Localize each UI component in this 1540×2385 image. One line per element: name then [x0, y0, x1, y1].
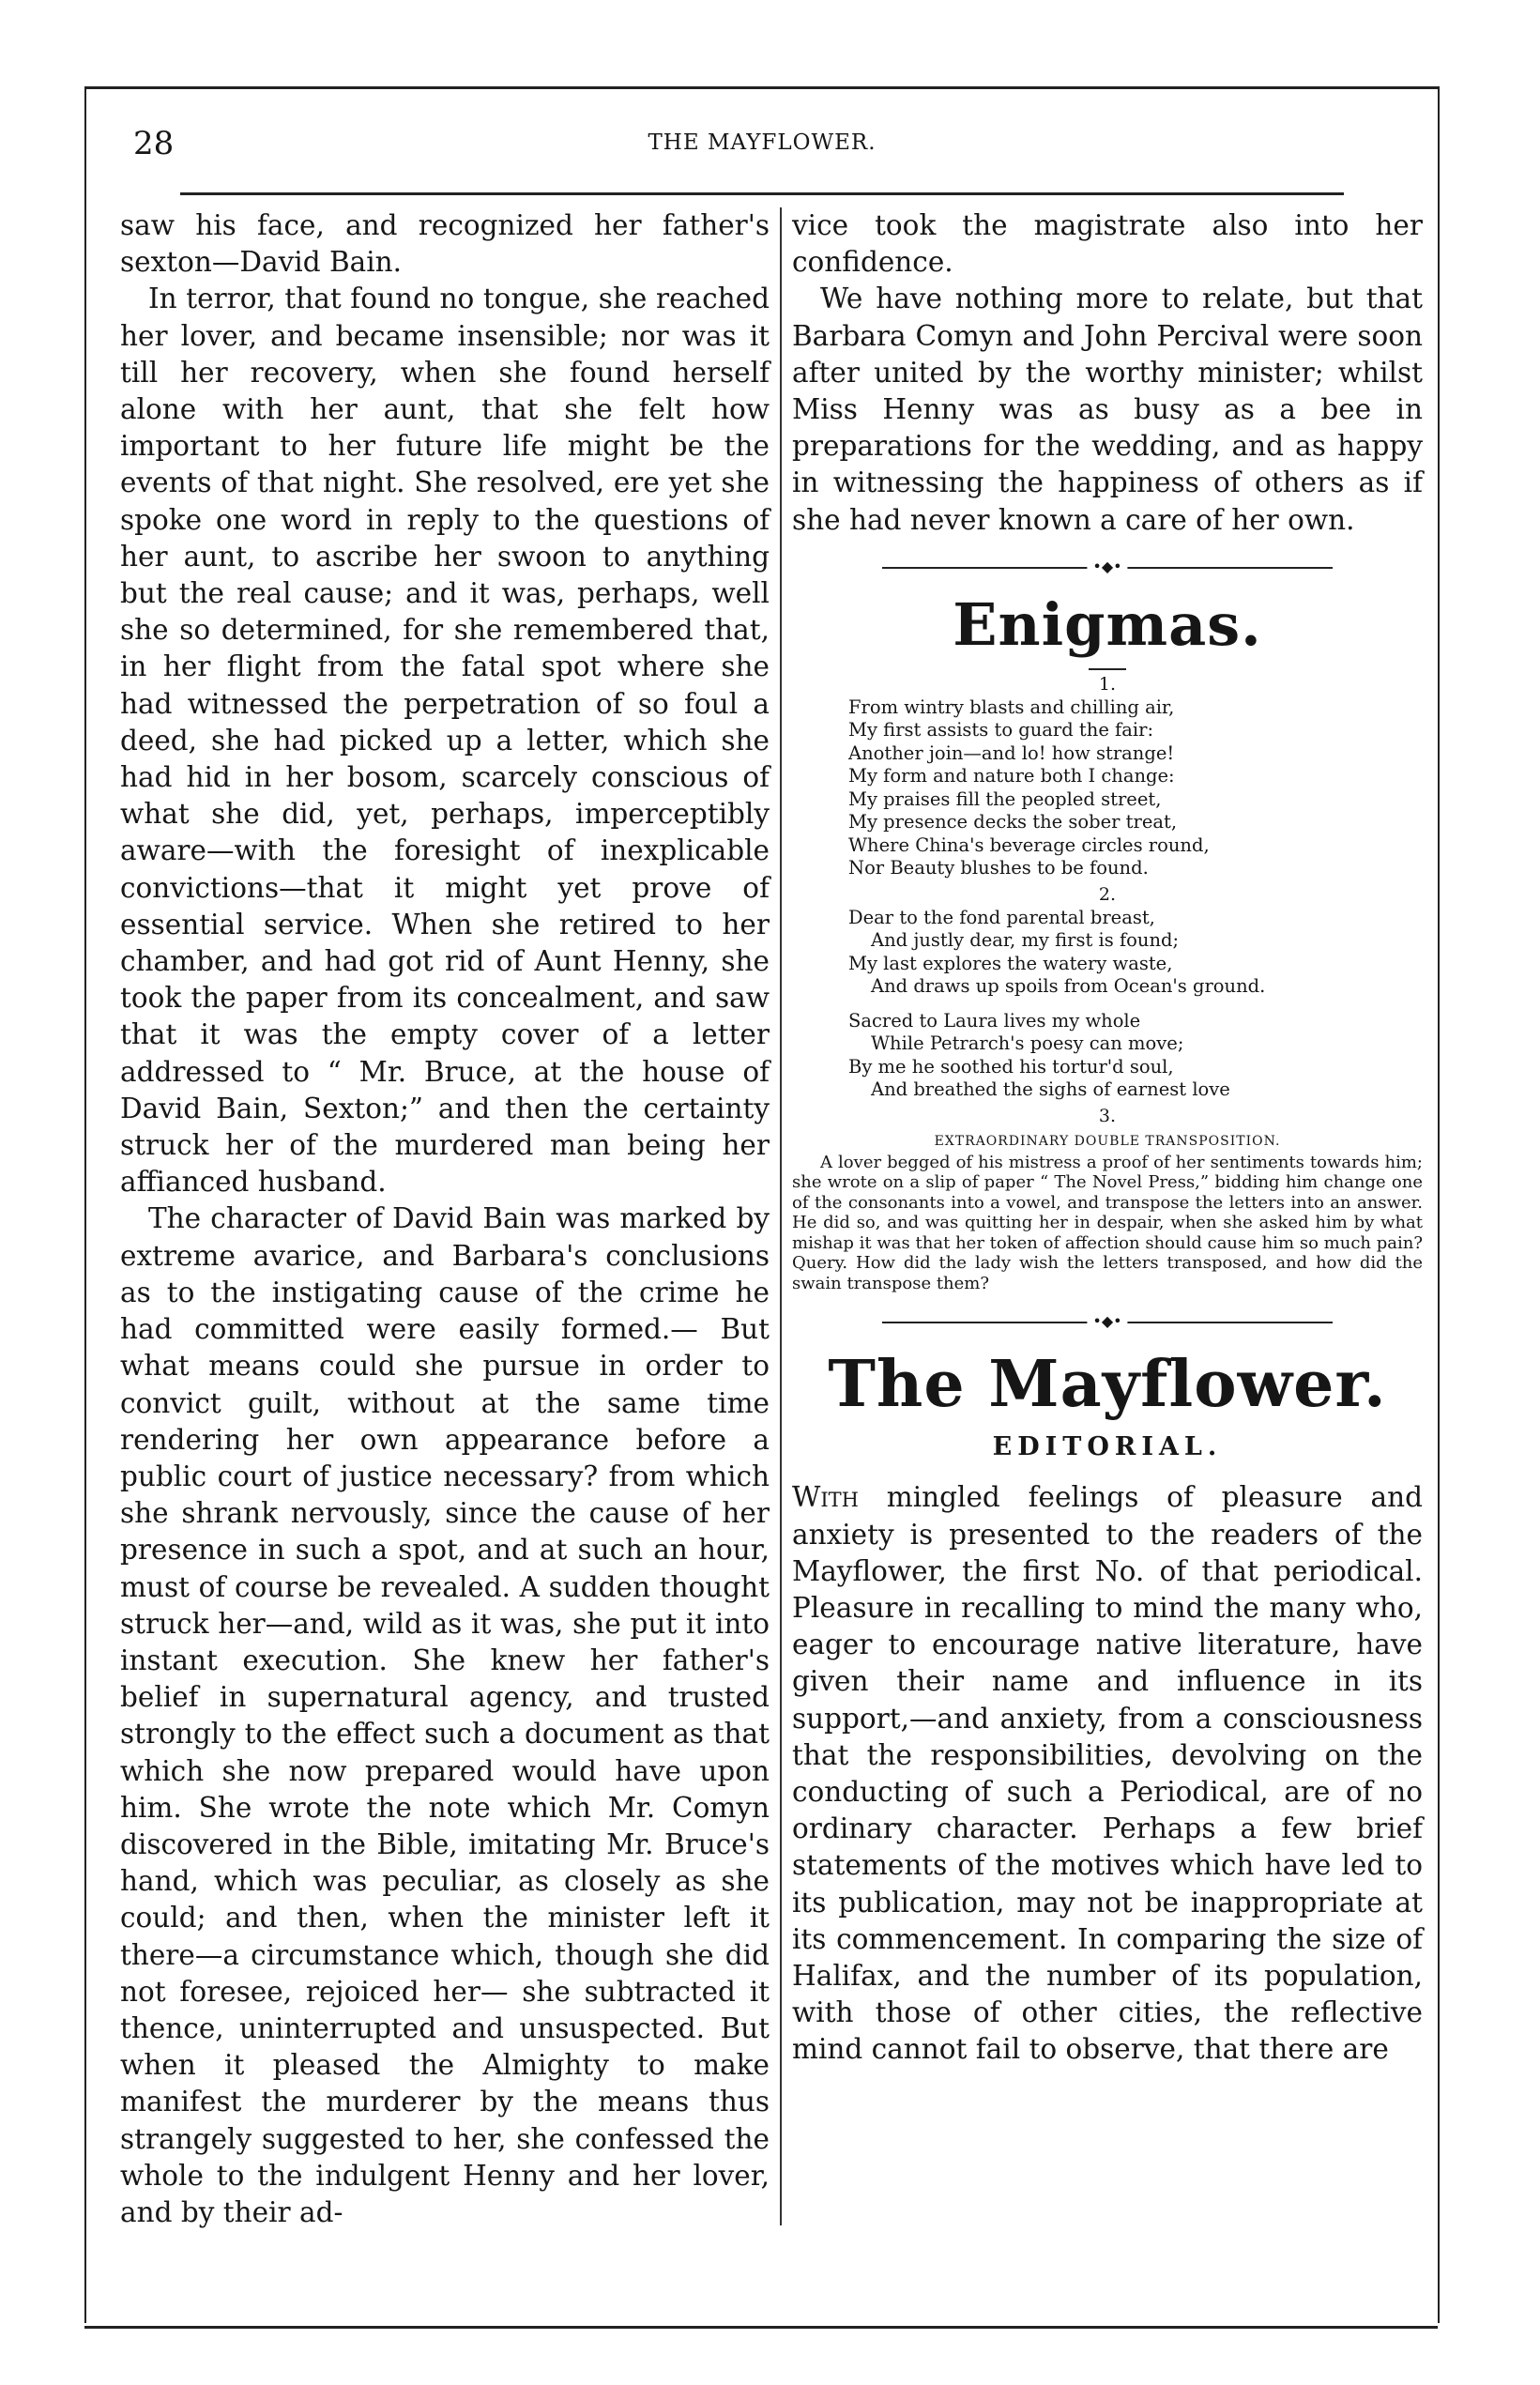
ornamental-rule	[882, 557, 1333, 575]
verse-line: Another join—and lo! how strange!	[848, 741, 1175, 764]
ornament-glyph: •◆•	[1087, 1313, 1127, 1330]
header-rule	[180, 192, 1344, 195]
verse-line: Where China's beverage circles round,	[848, 833, 1210, 856]
verse-line: Sacred to Laura lives my whole	[848, 1009, 1141, 1032]
verse-line: My praises fill the peopled street,	[848, 787, 1162, 810]
verse-line: My first assists to guard the fair:	[848, 719, 1154, 741]
page-number: 28	[133, 125, 175, 162]
enigma-number: 3.	[1098, 1105, 1117, 1126]
enigma-3-text: A lover begged of his mistress a proof of her sentiments towards him; she wrote on a slip of paper “ The Novel Press,” bidding him change one of the consonants into a vowel, and transpose the letters into an answer. He did so, and was quitting her in despair, when she asked him by what mishap it was that her token of affection should cause him so much pain? Query. How did the lady wish the letters transposed, and how did the swain transpose them?	[792, 1152, 1423, 1293]
mayflower-heading: The Mayflower.	[828, 1347, 1387, 1423]
story-paragraph: vice took the magistrate also into her confidence.	[792, 209, 1423, 279]
column-divider	[780, 207, 782, 2225]
right-column	[792, 207, 1423, 2069]
verse-line: While Petrarch's poesy can move;	[871, 1032, 1184, 1055]
verse-line: By me he soothed his tortur'd soul,	[848, 1055, 1174, 1078]
left-column	[120, 207, 770, 2231]
ornament-glyph: •◆•	[1087, 558, 1127, 575]
page-bottom-rule	[84, 2326, 1438, 2329]
story-paragraph: saw his face, and recognized her father's sexton—David Bain.	[120, 209, 770, 279]
verse-line: And breathed the sighs of earnest love	[871, 1078, 1230, 1101]
enigma-number: 1.	[1098, 673, 1117, 695]
enigmas-heading: Enigmas.	[953, 589, 1262, 659]
editorial-text: mingled feelings of pleasure and anxiety is presented to the readers of the Mayflower, the first No. of that periodical. Pleasure in recalling to mind the many who, eager to encourage native literature, have given their name and influence in its support,—and anxiety, from a consciousness that the responsibilities, devolving on the conducting of such a Periodical, are of no ordinary character. Perhaps a few brief statements of the motives which have led to its publication, may not be inappropriate at its commencement. In comparing the size of Halifax, and the number of its population, with those of other cities, the reflective mind cannot fail to observe, that there are	[792, 1481, 1423, 2066]
verse-line: Nor Beauty blushes to be found.	[848, 857, 1149, 879]
enigma-3-title: EXTRAORDINARY DOUBLE TRANSPOSITION.	[934, 1133, 1281, 1149]
page-header	[114, 115, 1410, 172]
ornamental-rule	[882, 1312, 1333, 1331]
enigma-2-verse	[848, 907, 1423, 1102]
verse-line: My last explores the watery waste,	[848, 952, 1173, 974]
story-paragraph: In terror, that found no tongue, she reached her lover, and became insensible; nor was it till her recovery, when she found herself alone with her aunt, that she felt how important to her future life might be the events of that night. She resolved, ere yet she spoke one word in reply to the questions of her aunt, to ascribe her swoon to anything but the real cause; and it was, perhaps, well she so determined, for she remembered that, in her flight from the fatal spot where she had witnessed the perpetration of so foul a deed, she had picked up a letter, which she had hid in her bosom, scarcely conscious of what she did, yet, perhaps, imperceptibly aware—with the foresight of inexplicable convictions—that it might yet prove of essential service. When she retired to her chamber, and had got rid of Aunt Henny, she took the paper from its concealment, and saw that it was the empty cover of a letter addressed to “ Mr. Bruce, at the house of David Bain, Sexton;” and then the certainty struck her of the murdered man being her affianced husband.	[120, 283, 770, 1199]
verse-line: And justly dear, my first is found;	[871, 929, 1180, 952]
running-title: THE MAYFLOWER.	[648, 130, 877, 155]
newspaper-page	[84, 86, 1440, 2323]
editorial-dropcap: With	[792, 1481, 859, 1514]
verse-line: And draws up spoils from Ocean's ground.	[871, 975, 1266, 998]
verse-line: My presence decks the sober treat,	[848, 811, 1178, 833]
short-rule	[1089, 668, 1126, 670]
verse-line: My form and nature both I change:	[848, 765, 1175, 787]
editorial-paragraph	[792, 1479, 1423, 2068]
story-paragraph: We have nothing more to relate, but that Barbara Comyn and John Percival were soon after united by the worthy minister; whilst Miss Henny was as busy as a bee in preparations for the wedding, and as happy in witnessing the happiness of others as if she had never known a care of her own.	[792, 283, 1423, 536]
verse-line: Dear to the fond parental breast,	[848, 906, 1155, 928]
story-paragraph: The character of David Bain was marked by extreme avarice, and Barbara's conclusions as to the instigating cause of the crime he had committed were easily formed.— But what means could she pursue in order to convict guilt, without at the same time rendering her own appearance before a public court of justice necessary? from which she shrank nervously, since the cause of her presence in such a spot, and at such an hour, must of course be revealed. A sudden thought struck her—and, wild as it was, she put it into instant execution. She knew her father's belief in supernatural agency, and trusted strongly to the effect such a document as that which she now prepared would have upon him. She wrote the note which Mr. Comyn discovered in the Bible, imitating Mr. Bruce's hand, which was peculiar, as closely as she could; and then, when the minister left it there—a circumstance which, though she did not foresee, rejoiced her— she subtracted it thence, uninterrupted and unsuspected. But when it pleased the Almighty to make manifest the murderer by the means thus strangely suggested to her, she confessed the whole to the indulgent Henny and her lover, and by their ad-	[120, 1202, 770, 2228]
enigma-number: 2.	[1098, 883, 1117, 905]
editorial-label: EDITORIAL.	[992, 1432, 1223, 1462]
enigma-1-verse	[848, 696, 1423, 880]
verse-line: From wintry blasts and chilling air,	[848, 696, 1175, 718]
